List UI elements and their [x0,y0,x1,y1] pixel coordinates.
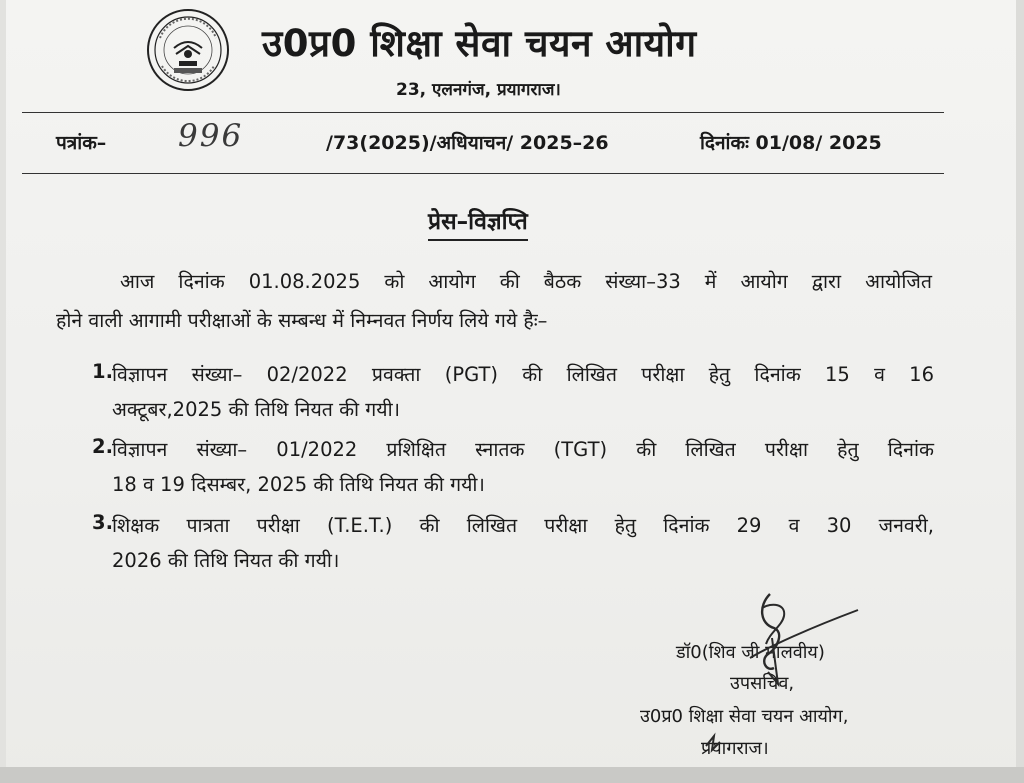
organization-address: 23, एलनगंज, प्रयागराज। [396,80,561,100]
list-item-line: अक्टूबर,2025 की तिथि नियत की गयी। [112,398,401,421]
page-edge-left [0,0,6,783]
list-item-number: 1. [92,360,113,383]
list-item-line: शिक्षक पात्रता परीक्षा (T.E.T.) की लिखित परीक्षा हेतु दिनांक 29 व 30 जनवरी, [112,514,934,537]
header-divider-bottom [22,173,944,174]
signatory-city: प्रयागराज। [701,738,769,759]
list-item-number: 3. [92,511,113,534]
list-item-number: 2. [92,435,113,458]
signatory-name: डॉ0(शिव जी मालवीय) [676,642,825,663]
list-item-line: 2026 की तिथि नियत की गयी। [112,549,340,572]
intro-paragraph-line-2: होने वाली आगामी परीक्षाओं के सम्बन्ध में निम्नवत निर्णय लिये गये हैः– [56,309,548,332]
header-divider-top [22,112,944,113]
list-item-line: 18 व 19 दिसम्बर, 2025 की तिथि नियत की गयी। [112,473,485,496]
signatory-organization: उ0प्र0 शिक्षा सेवा चयन आयोग, [640,706,849,727]
reference-label: पत्रांक– [56,132,107,154]
reference-date: दिनांकः 01/08/ 2025 [700,132,882,154]
signatory-designation: उपसचिव, [730,673,795,694]
page-edge-bottom [0,767,1024,783]
intro-paragraph-line-1: आज दिनांक 01.08.2025 को आयोग की बैठक संख्या–33 में आयोग द्वारा आयोजित [120,270,932,293]
reference-suffix: /73(2025)/अधियाचन/ 2025–26 [326,132,609,154]
list-item-line: विज्ञापन संख्या– 02/2022 प्रवक्ता (PGT) की लिखित परीक्षा हेतु दिनांक 15 व 16 [112,363,934,386]
list-item-line: विज्ञापन संख्या– 01/2022 प्रशिक्षित स्नातक (TGT) की लिखित परीक्षा हेतु दिनांक [112,438,934,461]
reference-number-handwritten: 996 [178,118,244,154]
organization-title: उ0प्र0 शिक्षा सेवा चयन आयोग [262,22,697,65]
commission-emblem-logo [146,8,230,92]
handwritten-signature [700,588,870,764]
press-release-heading: प्रेस–विज्ञप्ति [428,204,528,241]
page-edge-right [1016,0,1024,783]
